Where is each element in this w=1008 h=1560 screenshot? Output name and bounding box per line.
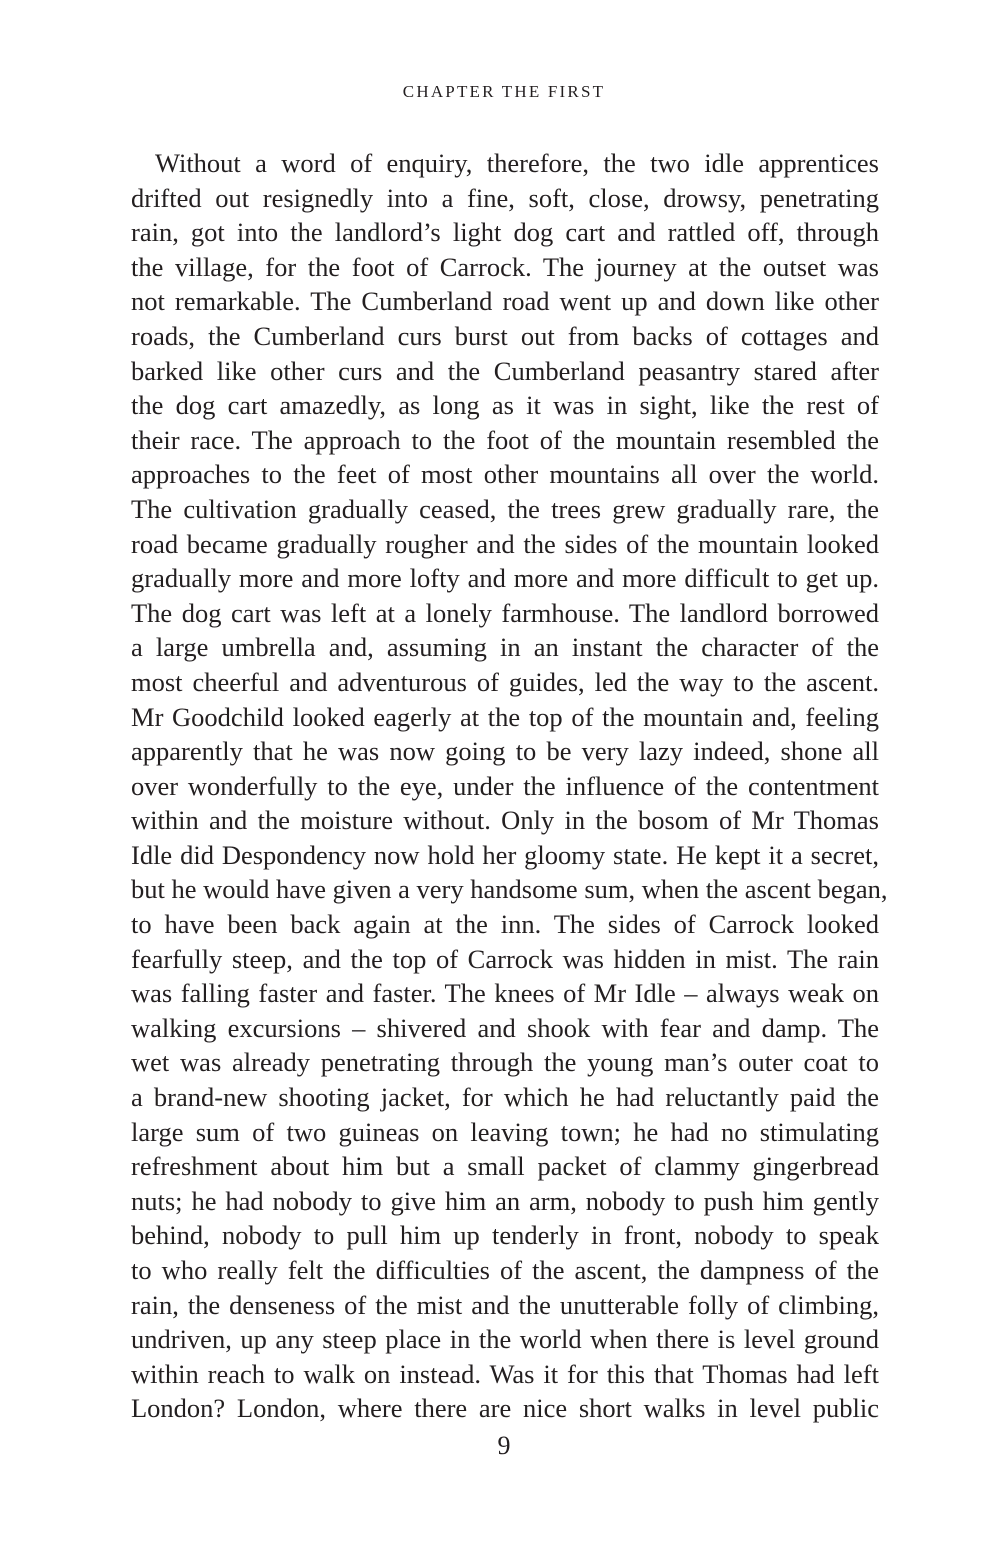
text-line: a brand-new shooting jacket, for which he had reluctantly paid the xyxy=(131,1082,879,1113)
text-line: the dog cart amazedly, as long as it was in sight, like the rest of xyxy=(131,390,879,421)
text-line: rain, got into the landlord’s light dog cart and rattled off, through xyxy=(131,217,879,248)
text-line: undriven, up any steep place in the world when there is level ground xyxy=(131,1324,879,1355)
text-line: approaches to the feet of most other mountains all over the world. xyxy=(131,459,879,490)
text-line: was falling faster and faster. The knees of Mr Idle – always weak on xyxy=(131,978,879,1009)
text-line: refreshment about him but a small packet of clammy gingerbread xyxy=(131,1151,879,1182)
page-number: 9 xyxy=(497,1431,511,1460)
text-line: Mr Goodchild looked eagerly at the top of the mountain and, feeling xyxy=(131,701,879,732)
text-line: drifted out resignedly into a fine, soft, close, drowsy, penetrating xyxy=(131,182,879,213)
text-line: apparently that he was now going to be very lazy indeed, shone all xyxy=(131,736,879,767)
text-line: London? London, where there are nice short walks in level public xyxy=(131,1393,879,1424)
text-line: The dog cart was left at a lonely farmhouse. The landlord borrowed xyxy=(131,597,879,628)
text-line: the village, for the foot of Carrock. The journey at the outset was xyxy=(131,251,879,282)
body-paragraph xyxy=(131,146,888,1426)
text-line: over wonderfully to the eye, under the influence of the contentment xyxy=(131,770,879,801)
text-line: but he would have given a very handsome sum, when the ascent began, xyxy=(131,874,888,905)
text-line: fearfully steep, and the top of Carrock was hidden in mist. The rain xyxy=(131,943,879,974)
text-line: The cultivation gradually ceased, the trees grew gradually rare, the xyxy=(131,493,879,524)
text-line: road became gradually rougher and the sides of the mountain looked xyxy=(131,528,879,559)
text-line: behind, nobody to pull him up tenderly in front, nobody to speak xyxy=(131,1220,879,1251)
running-head: CHAPTER THE FIRST xyxy=(402,82,606,101)
text-line: to have been back again at the inn. The sides of Carrock looked xyxy=(131,909,879,940)
text-line: their race. The approach to the foot of the mountain resembled the xyxy=(131,424,879,455)
text-line: roads, the Cumberland curs burst out from backs of cottages and xyxy=(131,320,879,351)
text-line: within reach to walk on instead. Was it for this that Thomas had left xyxy=(131,1358,879,1389)
text-line: within and the moisture without. Only in the bosom of Mr Thomas xyxy=(131,805,879,836)
text-line: nuts; he had nobody to give him an arm, nobody to push him gently xyxy=(131,1185,879,1216)
text-line: Idle did Despondency now hold her gloomy state. He kept it a secret, xyxy=(131,839,879,870)
text-line: walking excursions – shivered and shook with fear and damp. The xyxy=(131,1012,879,1043)
text-line: Without a word of enquiry, therefore, the two idle apprentices xyxy=(155,148,879,178)
text-line: barked like other curs and the Cumberland peasantry stared after xyxy=(131,355,879,386)
text-line: not remarkable. The Cumberland road went up and down like other xyxy=(131,286,879,317)
text-line: wet was already penetrating through the young man’s outer coat to xyxy=(131,1047,879,1078)
text-line: a large umbrella and, assuming in an instant the character of the xyxy=(131,632,879,663)
text-line: large sum of two guineas on leaving town; he had no stimulating xyxy=(131,1116,879,1147)
text-line: gradually more and more lofty and more and more difficult to get up. xyxy=(131,563,879,594)
text-line: most cheerful and adventurous of guides, led the way to the ascent. xyxy=(131,666,879,697)
text-line: to who really felt the difficulties of the ascent, the dampness of the xyxy=(131,1255,879,1285)
text-line: rain, the denseness of the mist and the unutterable folly of climbing, xyxy=(131,1289,879,1320)
